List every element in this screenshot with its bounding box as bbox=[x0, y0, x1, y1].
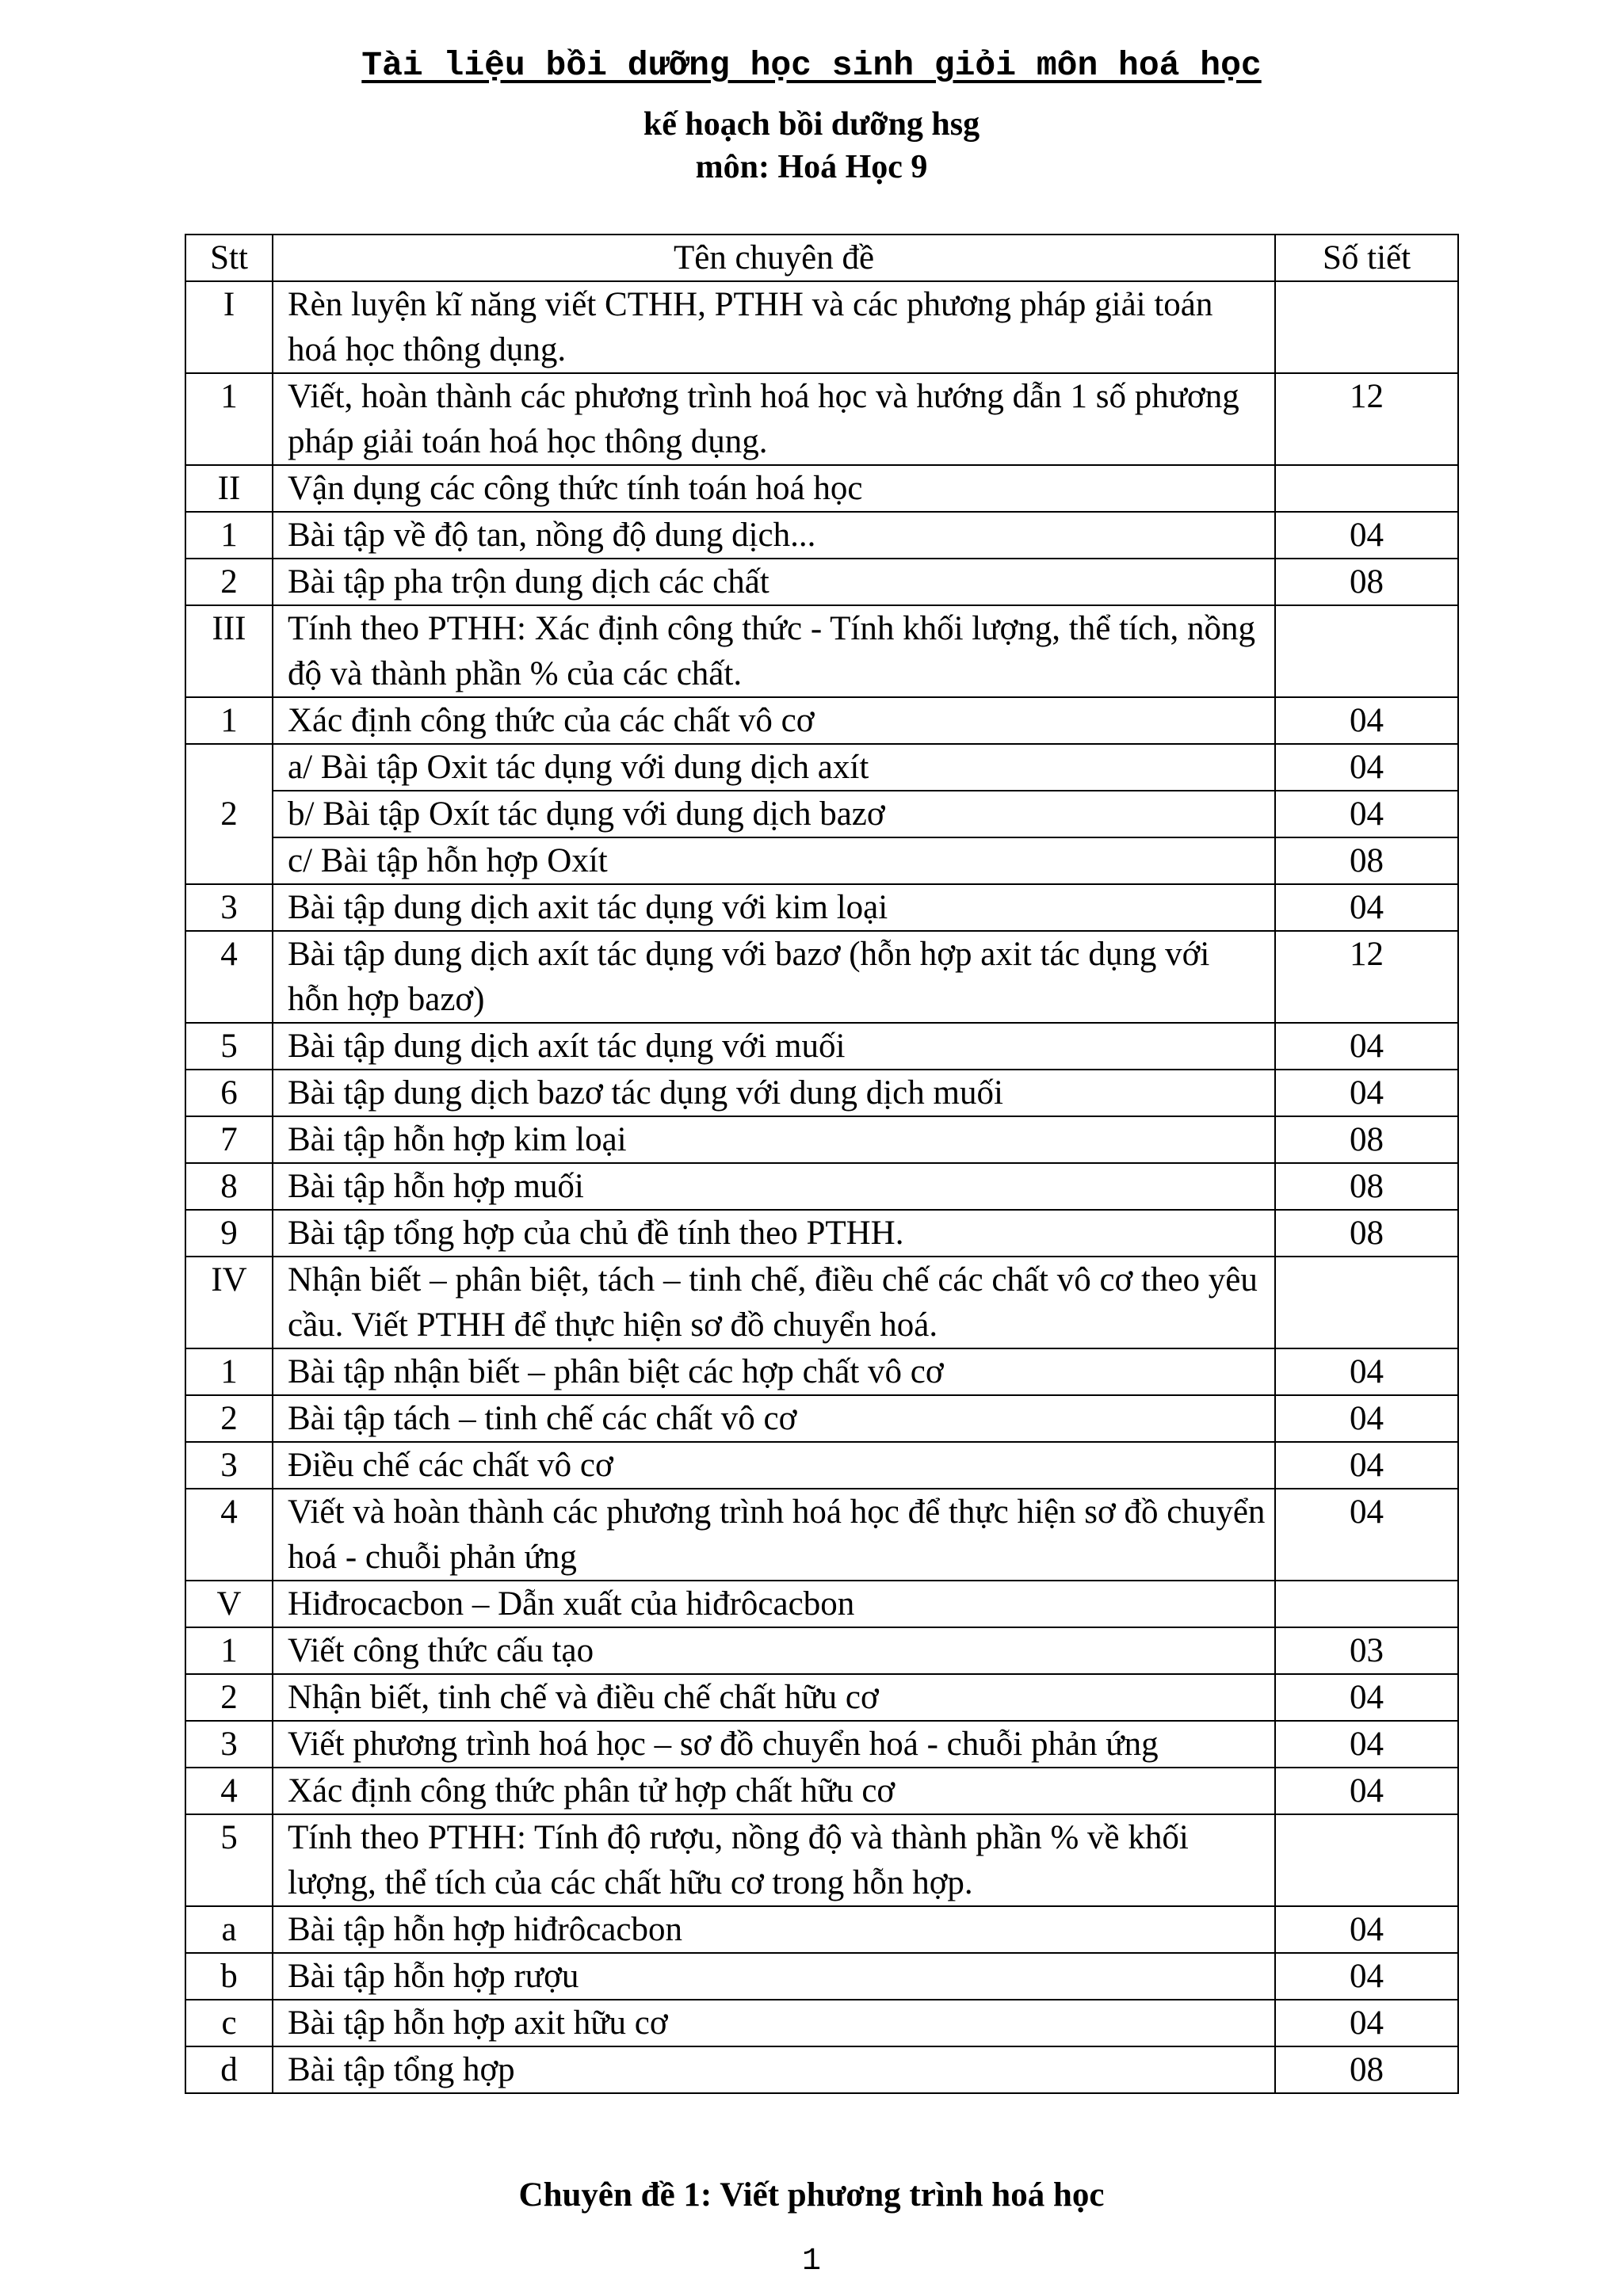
row-topic: Bài tập pha trộn dung dịch các chất bbox=[273, 559, 1275, 605]
row-topic: Bài tập dung dịch axít tác dụng với muối bbox=[273, 1023, 1275, 1070]
table-row bbox=[185, 1023, 1458, 1070]
row-lessons: 04 bbox=[1275, 1674, 1458, 1721]
table-row bbox=[185, 2046, 1458, 2093]
row-lessons: 04 bbox=[1275, 884, 1458, 931]
row-stt: 3 bbox=[185, 884, 273, 931]
row-lessons: 04 bbox=[1275, 1489, 1458, 1581]
row-topic: Bài tập dung dịch axit tác dụng với kim loại bbox=[273, 884, 1275, 931]
row-topic: Nhận biết – phân biệt, tách – tinh chế, điều chế các chất vô cơ theo yêu cầu. Viết PTHH để thực hiện sơ đồ chuyển hoá. bbox=[273, 1257, 1275, 1348]
header-stt: Stt bbox=[185, 235, 273, 281]
row-lessons bbox=[1275, 1257, 1458, 1348]
row-stt: II bbox=[185, 465, 273, 512]
table-row bbox=[185, 1627, 1458, 1674]
row-topic: Viết, hoàn thành các phương trình hoá học và hướng dẫn 1 số phương pháp giải toán hoá học thông dụng. bbox=[273, 373, 1275, 465]
table-row bbox=[185, 2000, 1458, 2046]
row-stt: V bbox=[185, 1581, 273, 1627]
row-lessons: 04 bbox=[1275, 2000, 1458, 2046]
row-stt: b bbox=[185, 1953, 273, 2000]
table-row bbox=[185, 1581, 1458, 1627]
table-row bbox=[185, 1674, 1458, 1721]
table-row bbox=[185, 1257, 1458, 1348]
table-row bbox=[185, 605, 1458, 697]
row-topic: a/ Bài tập Oxit tác dụng với dung dịch axít bbox=[273, 744, 1275, 791]
row-topic: Bài tập hỗn hợp axit hữu cơ bbox=[273, 2000, 1275, 2046]
row-topic: Bài tập hỗn hợp muối bbox=[273, 1163, 1275, 1210]
row-stt: 5 bbox=[185, 1814, 273, 1906]
row-stt: 4 bbox=[185, 1489, 273, 1581]
training-plan-table bbox=[185, 234, 1459, 2094]
row-lessons: 03 bbox=[1275, 1627, 1458, 1674]
table-row bbox=[185, 1721, 1458, 1768]
table-row bbox=[185, 373, 1458, 465]
row-lessons: 12 bbox=[1275, 931, 1458, 1023]
table-row bbox=[185, 1814, 1458, 1906]
table-row bbox=[185, 791, 1458, 837]
row-stt: 1 bbox=[185, 1348, 273, 1395]
table-row bbox=[185, 1348, 1458, 1395]
table-row bbox=[185, 1953, 1458, 2000]
row-topic: Bài tập nhận biết – phân biệt các hợp chất vô cơ bbox=[273, 1348, 1275, 1395]
row-stt: 9 bbox=[185, 1210, 273, 1257]
row-lessons: 08 bbox=[1275, 1210, 1458, 1257]
row-topic: Xác định công thức của các chất vô cơ bbox=[273, 697, 1275, 744]
row-lessons bbox=[1275, 1814, 1458, 1906]
row-lessons: 04 bbox=[1275, 1906, 1458, 1953]
row-lessons: 12 bbox=[1275, 373, 1458, 465]
row-stt: 7 bbox=[185, 1116, 273, 1163]
row-lessons: 04 bbox=[1275, 1023, 1458, 1070]
row-stt: 3 bbox=[185, 1721, 273, 1768]
table-row bbox=[185, 1442, 1458, 1489]
row-topic: c/ Bài tập hỗn hợp Oxít bbox=[273, 837, 1275, 884]
row-topic: Điều chế các chất vô cơ bbox=[273, 1442, 1275, 1489]
row-lessons: 04 bbox=[1275, 1070, 1458, 1116]
row-topic: Xác định công thức phân tử hợp chất hữu cơ bbox=[273, 1768, 1275, 1814]
table-row bbox=[185, 744, 1458, 791]
row-stt: IV bbox=[185, 1257, 273, 1348]
chapter-heading: Chuyên đề 1: Viết phương trình hoá học bbox=[518, 2176, 1105, 2214]
row-lessons bbox=[1275, 605, 1458, 697]
row-topic: Viết phương trình hoá học – sơ đồ chuyển hoá - chuỗi phản ứng bbox=[273, 1721, 1275, 1768]
subject-title: môn: Hoá Học 9 bbox=[695, 149, 928, 185]
row-lessons: 08 bbox=[1275, 1163, 1458, 1210]
row-topic: Bài tập dung dịch axít tác dụng với bazơ (hỗn hợp axit tác dụng với hỗn hợp bazơ) bbox=[273, 931, 1275, 1023]
row-stt: 2 bbox=[185, 744, 273, 884]
row-stt: 3 bbox=[185, 1442, 273, 1489]
row-lessons: 04 bbox=[1275, 1953, 1458, 2000]
row-stt: d bbox=[185, 2046, 273, 2093]
row-lessons: 04 bbox=[1275, 744, 1458, 791]
table-row bbox=[185, 465, 1458, 512]
row-lessons bbox=[1275, 465, 1458, 512]
table-row bbox=[185, 884, 1458, 931]
row-topic: Nhận biết, tinh chế và điều chế chất hữu cơ bbox=[273, 1674, 1275, 1721]
row-lessons: 04 bbox=[1275, 791, 1458, 837]
row-lessons: 04 bbox=[1275, 512, 1458, 559]
row-lessons: 04 bbox=[1275, 1768, 1458, 1814]
row-topic: b/ Bài tập Oxít tác dụng với dung dịch bazơ bbox=[273, 791, 1275, 837]
row-topic: Bài tập hỗn hợp rượu bbox=[273, 1953, 1275, 2000]
plan-title: kế hoạch bồi dưỡng hsg bbox=[643, 106, 980, 143]
table-body bbox=[185, 235, 1458, 2093]
row-stt: 1 bbox=[185, 512, 273, 559]
row-topic: Bài tập tổng hợp bbox=[273, 2046, 1275, 2093]
row-lessons: 08 bbox=[1275, 837, 1458, 884]
row-lessons: 04 bbox=[1275, 1721, 1458, 1768]
header-topic: Tên chuyên đề bbox=[273, 235, 1275, 281]
table-row bbox=[185, 697, 1458, 744]
row-topic: Bài tập dung dịch bazơ tác dụng với dung dịch muối bbox=[273, 1070, 1275, 1116]
row-stt: 1 bbox=[185, 697, 273, 744]
row-topic: Bài tập tách – tinh chế các chất vô cơ bbox=[273, 1395, 1275, 1442]
row-lessons: 08 bbox=[1275, 2046, 1458, 2093]
table-row bbox=[185, 1395, 1458, 1442]
row-lessons: 08 bbox=[1275, 1116, 1458, 1163]
row-lessons: 04 bbox=[1275, 697, 1458, 744]
row-stt: III bbox=[185, 605, 273, 697]
row-topic: Viết công thức cấu tạo bbox=[273, 1627, 1275, 1674]
page-number: 1 bbox=[801, 2244, 821, 2279]
row-lessons: 08 bbox=[1275, 559, 1458, 605]
row-stt: 2 bbox=[185, 559, 273, 605]
row-lessons: 04 bbox=[1275, 1395, 1458, 1442]
row-topic: Tính theo PTHH: Tính độ rượu, nồng độ và thành phần % về khối lượng, thể tích của các chất hữu cơ trong hỗn hợp. bbox=[273, 1814, 1275, 1906]
table-row bbox=[185, 281, 1458, 373]
table-row bbox=[185, 1210, 1458, 1257]
table-row bbox=[185, 1163, 1458, 1210]
table-row bbox=[185, 512, 1458, 559]
row-stt: 1 bbox=[185, 373, 273, 465]
row-topic: Bài tập tổng hợp của chủ đề tính theo PTHH. bbox=[273, 1210, 1275, 1257]
row-topic: Rèn luyện kĩ năng viết CTHH, PTHH và các phương pháp giải toán hoá học thông dụng. bbox=[273, 281, 1275, 373]
table-row bbox=[185, 837, 1458, 884]
row-topic: Hiđrocacbon – Dẫn xuất của hiđrôcacbon bbox=[273, 1581, 1275, 1627]
row-topic: Tính theo PTHH: Xác định công thức - Tính khối lượng, thể tích, nồng độ và thành phần % của các chất. bbox=[273, 605, 1275, 697]
document-title: Tài liệu bồi dưỡng học sinh giỏi môn hoá học bbox=[361, 46, 1262, 85]
row-lessons: 04 bbox=[1275, 1442, 1458, 1489]
table-row bbox=[185, 1489, 1458, 1581]
row-stt: I bbox=[185, 281, 273, 373]
row-topic: Bài tập về độ tan, nồng độ dung dịch... bbox=[273, 512, 1275, 559]
table-row bbox=[185, 1768, 1458, 1814]
row-stt: 4 bbox=[185, 1768, 273, 1814]
row-lessons bbox=[1275, 1581, 1458, 1627]
header-lessons: Số tiết bbox=[1275, 235, 1458, 281]
table-row bbox=[185, 1116, 1458, 1163]
row-stt: 8 bbox=[185, 1163, 273, 1210]
row-stt: 6 bbox=[185, 1070, 273, 1116]
row-lessons: 04 bbox=[1275, 1348, 1458, 1395]
row-lessons bbox=[1275, 281, 1458, 373]
row-stt: a bbox=[185, 1906, 273, 1953]
row-stt: c bbox=[185, 2000, 273, 2046]
table-row bbox=[185, 931, 1458, 1023]
row-topic: Vận dụng các công thức tính toán hoá học bbox=[273, 465, 1275, 512]
table-row bbox=[185, 1906, 1458, 1953]
row-topic: Bài tập hỗn hợp kim loại bbox=[273, 1116, 1275, 1163]
row-stt: 5 bbox=[185, 1023, 273, 1070]
table-header-row bbox=[185, 235, 1458, 281]
row-stt: 2 bbox=[185, 1395, 273, 1442]
row-topic: Bài tập hỗn hợp hiđrôcacbon bbox=[273, 1906, 1275, 1953]
row-stt: 4 bbox=[185, 931, 273, 1023]
row-stt: 2 bbox=[185, 1674, 273, 1721]
row-topic: Viết và hoàn thành các phương trình hoá học để thực hiện sơ đồ chuyển hoá - chuỗi phản ứng bbox=[273, 1489, 1275, 1581]
row-stt: 1 bbox=[185, 1627, 273, 1674]
table-row bbox=[185, 1070, 1458, 1116]
table-row bbox=[185, 559, 1458, 605]
